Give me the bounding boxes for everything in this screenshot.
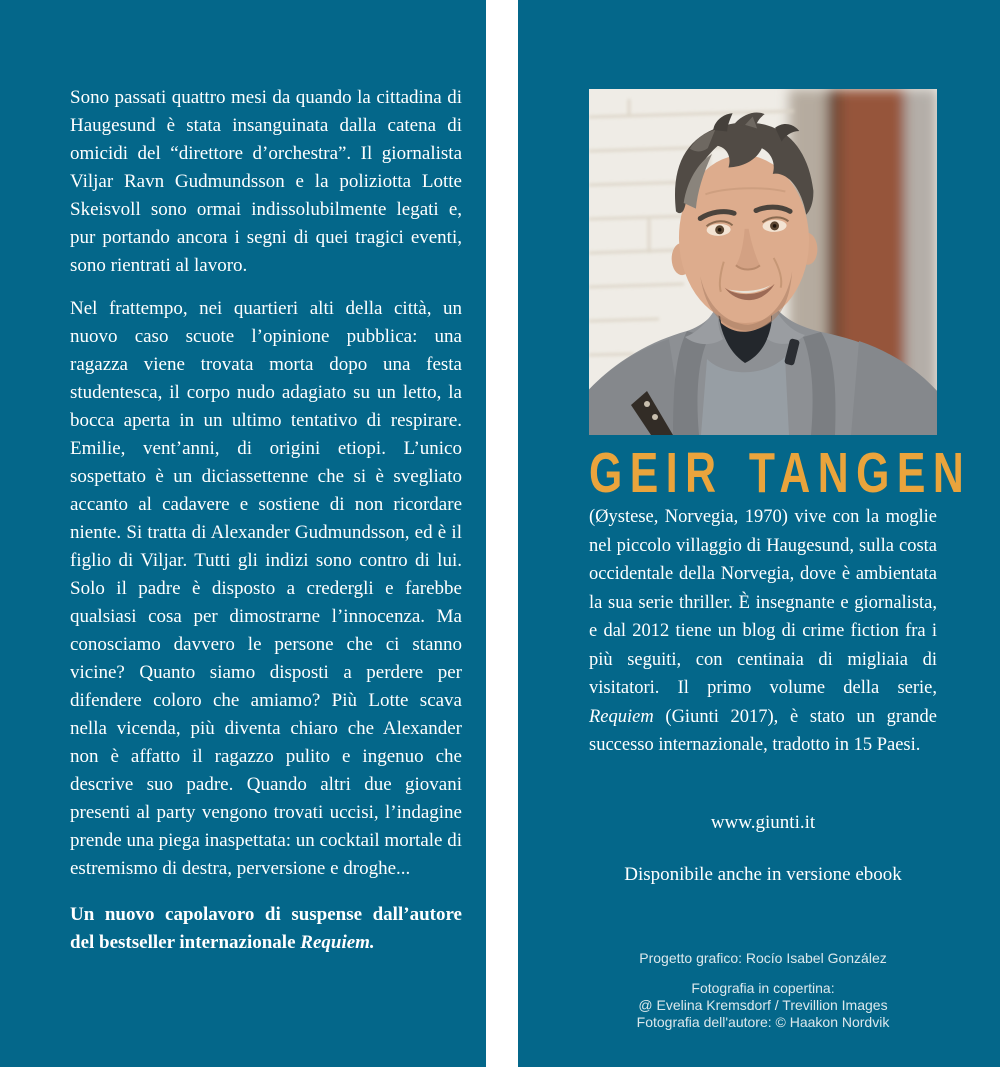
credits-block [569,950,957,1031]
credit-cover-photo: @ Evelina Kremsdorf / Trevillion Images [638,997,888,1013]
flap-gap [486,0,518,1067]
closing-book-title: Requiem. [300,932,375,953]
author-portrait-illustration [589,89,937,435]
ebook-availability-note: Disponibile anche in versione ebook [624,864,902,885]
author-photo [589,89,937,435]
author-name-heading: GEIR TANGEN [589,441,972,505]
closing-text: Un nuovo capolavoro di suspense dall’autore del bestseller internazionale [70,904,462,953]
bio-book-title: Requiem [589,706,654,727]
credit-cover-photo-label: Fotografia in copertina: [691,980,835,996]
bio-text-1: (Øystese, Norvegia, 1970) vive con la moglie nel piccolo villaggio di Haugesund, sulla costa occidentale della Norvegia, dove è ambientata la sua serie thriller. È insegnante e giornalista, e dal 2012 tiene un blog di crime fiction fra i più seguiti, con centinaia di migliaia di visitatori. Il primo volume della serie, [589,507,937,698]
author-bio [589,503,937,760]
bio-text-2: (Giunti 2017), è stato un grande successo internazionale, tradotto in 15 Paesi. [589,706,937,755]
synopsis-paragraph-2: Nel frattempo, nei quartieri alti della città, un nuovo caso scuote l’opinione pubblica: una ragazza viene trovata morta dopo una festa studentesca, il corpo nudo adagiato su un letto, la bocca aperta in un ultimo tentativo di respirare. Emilie, vent’anni, di origini etiopi. L’unico sospettato è un diciassettenne che si è svegliato accanto al cadavere e sostiene di non ricordare niente. Si tratta di Alexander Gudmundsson, ed è il figlio di Viljar. Tutti gli indizi sono contro di lui. Solo il padre è disposto a credergli e farebbe qualsiasi cosa per dimostrarne l’innocenza. Ma conosciamo davvero le persone che ci stanno vicine? Quanto siamo disposti a perdere per difendere coloro che amiamo? Più Lotte scava nella vicenda, più diventa chiaro che Alexander non è affatto il ragazzo pulito e ingenuo che descrive suo padre. Quando altri due giovani presenti al party vengono trovati uccisi, l’indagine prende una piega inaspettata: un cocktail mortale di estremismo di destra, perversione e droghe... [70,298,462,879]
synopsis-block [70,84,462,972]
publisher-website: www.giunti.it [710,812,816,833]
right-flap-panel [518,0,1000,1067]
synopsis-paragraph-1: Sono passati quattro mesi da quando la cittadina di Haugesund è stata insanguinata dalla catena di omicidi del “direttore d’orchestra”. Il giornalista Viljar Ravn Gudmundsson e la poliziotta Lotte Skeisvoll sono ormai indissolubilmente legati e, pur portando ancora i segni di quei tragici eventi, sono rientrati al lavoro. [70,87,462,276]
synopsis-closing [70,901,462,957]
left-flap-panel [0,0,486,1067]
credit-design: Progetto grafico: Rocío Isabel González [639,950,887,966]
credit-author-photo: Fotografia dell'autore: © Haakon Nordvik [636,1014,890,1030]
